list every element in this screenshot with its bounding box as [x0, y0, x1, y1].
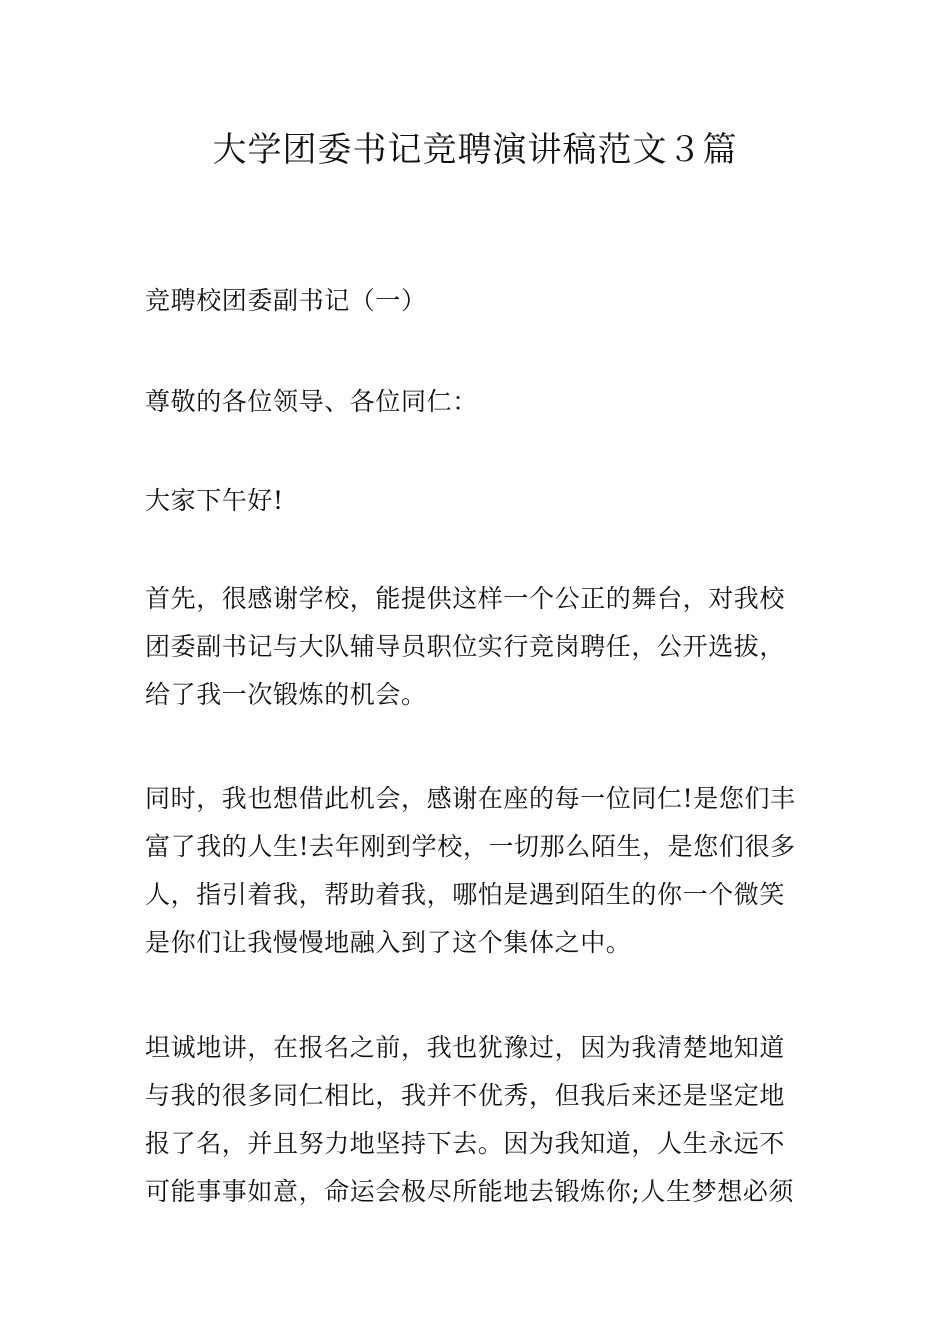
salutation: 尊敬的各位领导、各位同仁：	[145, 387, 478, 416]
body-paragraph-3: 坦诚地讲，在报名之前，我也犹豫过，因为我清楚地知道 与我的很多同仁相比，我并不优秀，但我后来还是坚定地 报了名，并且努力地坚持下去。因为我知道，人生永远不 可能事事如意，命运会极尽所能地去锻炼你;人生梦想必须	[145, 1033, 795, 1206]
section-heading: 竞聘校团委副书记（一）	[145, 286, 427, 315]
body-paragraph-2: 同时，我也想借此机会，感谢在座的每一位同仁!是您们丰 富了我的人生!去年刚到学校，一切那么陌生，是您们很多 人，指引着我，帮助着我，哪怕是遇到陌生的你一个微笑 是你们让我慢慢地融入到了这个集体之中。	[145, 784, 796, 957]
greeting: 大家下午好!	[145, 486, 284, 515]
document-title: 大学团委书记竞聘演讲稿范文３篇	[212, 130, 738, 170]
body-paragraph-1: 首先，很感谢学校，能提供这样一个公正的舞台，对我校 团委副书记与大队辅导员职位实行竞岗聘任，公开选拔， 给了我一次锻炼的机会。	[145, 584, 786, 709]
